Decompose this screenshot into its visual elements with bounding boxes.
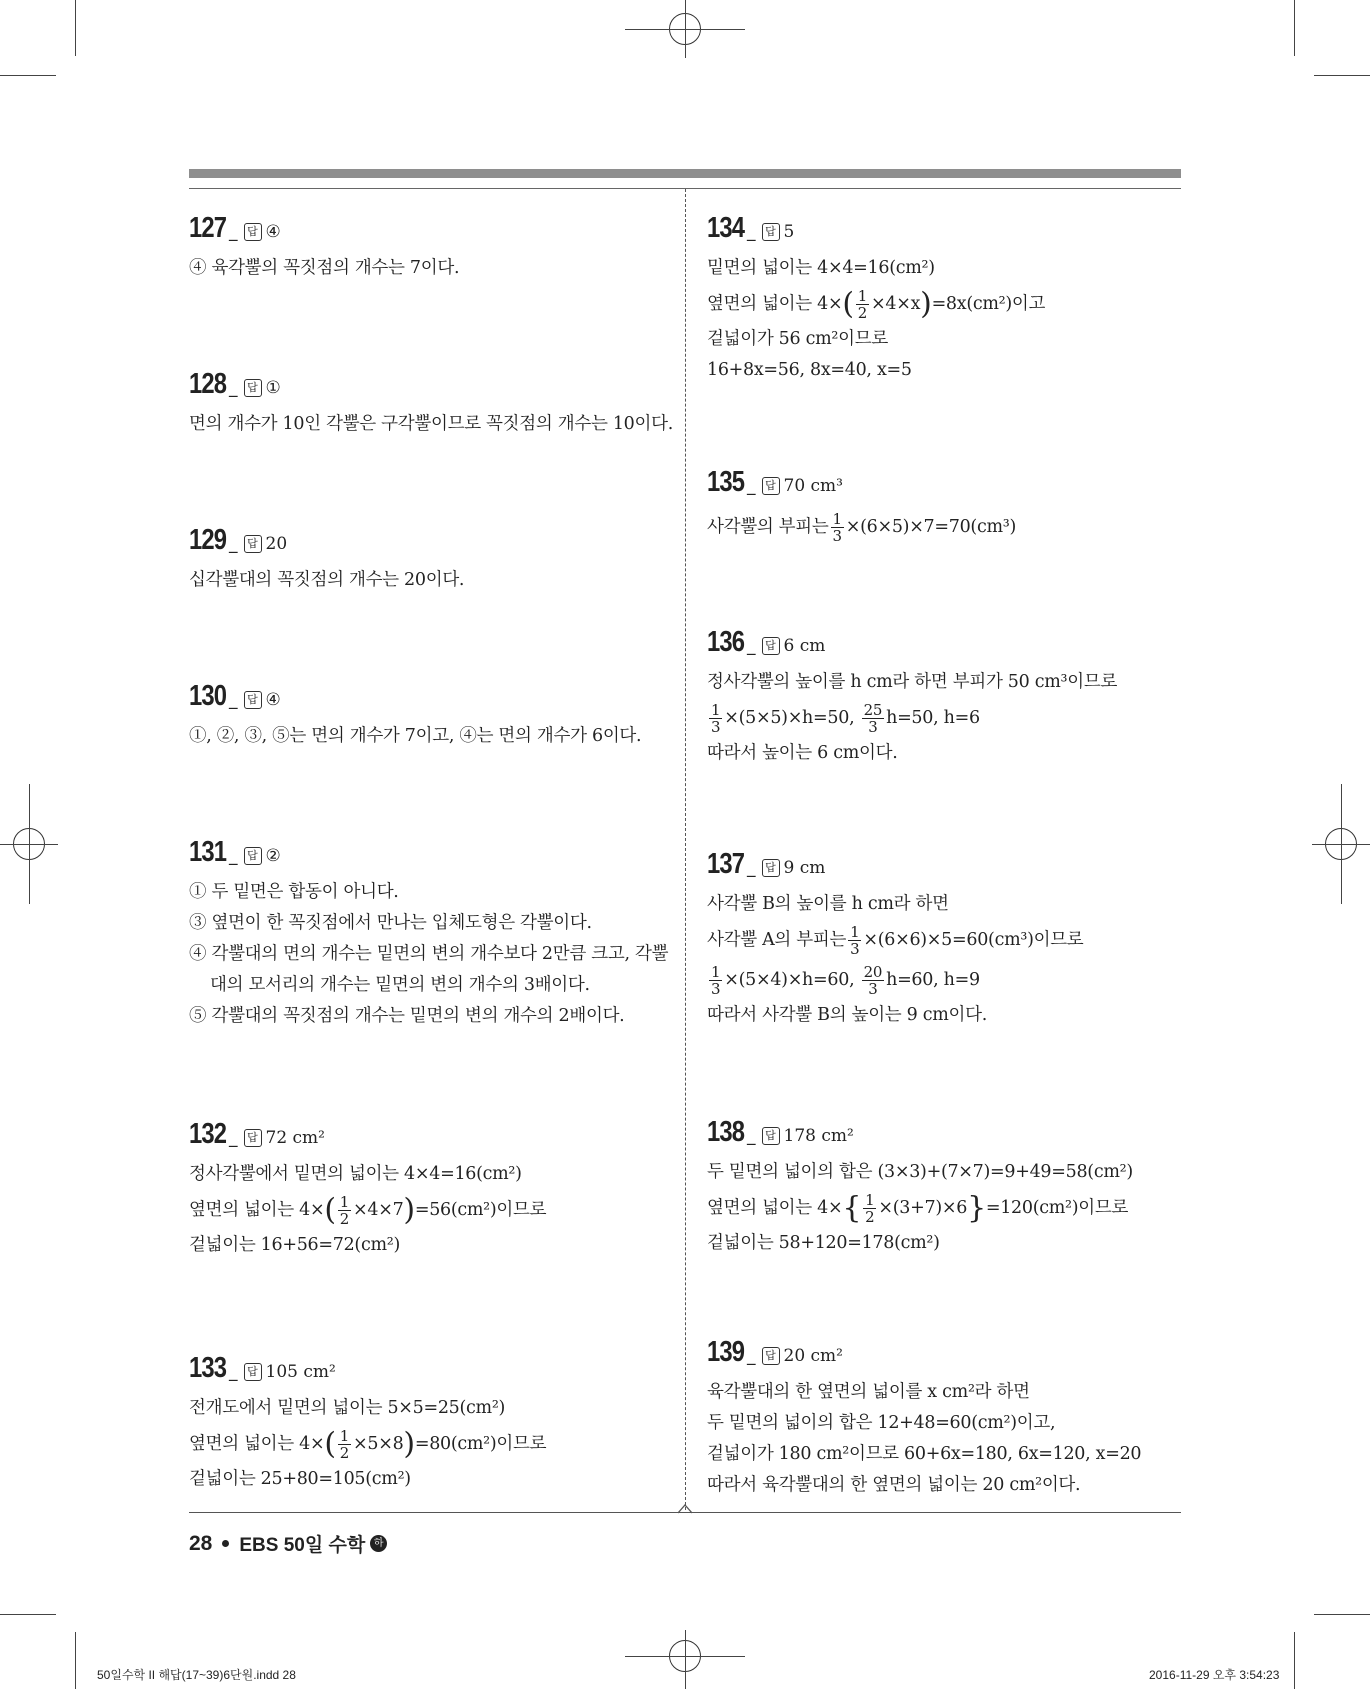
answer: 178 cm² xyxy=(783,1126,854,1146)
fraction xyxy=(831,511,844,544)
solution-line: ①, ②, ③, ⑤는 면의 개수가 7이고, ④는 면의 개수가 6이다. xyxy=(189,726,642,746)
text: ×(5×5)×h=50, xyxy=(724,708,855,728)
solution-line: 겉넓이는 58+120=178(cm²) xyxy=(707,1233,940,1253)
solution-line: 대의 모서리의 개수는 밑면의 변의 개수의 3배이다. xyxy=(210,975,590,995)
problem-136: 136 _ 답 6 cm 정사각뿔의 높이를 h cm라 하면 부피가 50 cm³이므로 $\frac{1}{3}$ ×(5×5)×h=50, $\frac{25}{3}$ h=50, h=6 따라서 높이는 6 cm이다. xyxy=(707,626,1192,769)
denominator: 2 xyxy=(339,1210,350,1228)
answer-tag: 답 xyxy=(244,535,262,553)
answer: ① xyxy=(265,378,281,398)
numerator: 1 xyxy=(832,510,842,528)
brace: { xyxy=(842,1190,862,1226)
text: h=50, h=6 xyxy=(886,708,980,728)
page-number: 28 xyxy=(189,1531,213,1555)
problem-number: 137 xyxy=(707,848,745,880)
denominator: 2 xyxy=(865,1208,875,1226)
crop-mark xyxy=(75,1632,76,1689)
problem-number: 132 xyxy=(189,1118,227,1150)
solution-line: 두 밑면의 넓이의 합은 12+48=60(cm²)이고, xyxy=(707,1413,1056,1433)
problem-137: 137 _ 답 9 cm 사각뿔 B의 높이를 h cm라 하면 사각뿔 A의 부피는 $\frac{1}{3}$ ×(6×6)×5=60(cm³)이므로 $\frac{1}{3}$ ×(5×4)×h=60, $\frac{20}{3}$ h=60, h=9 따라서 사각뿔 B의 높이는 9 cm이다. xyxy=(707,848,1192,1031)
problem-number: 131 xyxy=(189,836,227,868)
solution-line: 밑면의 넓이는 4×4=16(cm²) xyxy=(707,258,935,278)
denominator: 2 xyxy=(339,1444,350,1462)
problem-139: 139 _ 답 20 cm² 육각뿔대의 한 옆면의 넓이를 x cm²라 하면 두 밑면의 넓이의 합은 12+48=60(cm²)이고, 겉넓이가 180 cm²이므로 60+6x=180, 6x=120, x=20 따라서 육각뿔대의 한 옆면의 넓이는 20 cm²이다. xyxy=(707,1336,1192,1501)
numerator: 1 xyxy=(339,1427,350,1445)
solution-line: 육각뿔대의 한 옆면의 넓이를 x cm²라 하면 xyxy=(707,1382,1030,1402)
solution-line xyxy=(189,1424,674,1464)
numerator: 1 xyxy=(865,1191,875,1209)
answer: 72 cm² xyxy=(265,1128,325,1148)
denominator: 3 xyxy=(711,980,721,998)
problem-number: 130 xyxy=(189,680,227,712)
answer-tag: 답 xyxy=(762,477,780,495)
problem-134: 134 _ 답 5 밑면의 넓이는 4×4=16(cm²) 옆면의 넓이는 4×( $\frac{1}{2}$ ×4×x)=8x(cm²)이고 겉넓이가 56 cm²이므로 16+8x=56, 8x=40, x=5 xyxy=(707,212,1192,386)
numerator: 1 xyxy=(857,287,868,305)
solution-line xyxy=(189,1190,674,1230)
answer-tag: 답 xyxy=(244,847,262,865)
registration-line xyxy=(1341,784,1342,904)
answer-tag: 답 xyxy=(762,859,780,877)
text: ×5×8 xyxy=(353,1434,404,1454)
answer: ④ xyxy=(265,222,281,242)
text: =120(cm²)이므로 xyxy=(985,1198,1129,1218)
text: 사각뿔의 부피는 xyxy=(707,517,829,537)
solution-line: 사각뿔 B의 높이를 h cm라 하면 xyxy=(707,894,949,914)
text: =56(cm²)이므로 xyxy=(414,1200,547,1220)
answer: 105 cm² xyxy=(265,1362,336,1382)
denominator: 3 xyxy=(850,940,860,958)
book-title: EBS 50일 수학 xyxy=(239,1535,366,1556)
column-divider xyxy=(685,189,686,1510)
solution-line: 겉넓이가 180 cm²이므로 60+6x=180, 6x=120, x=20 xyxy=(707,1444,1142,1464)
answer-tag: 답 xyxy=(762,637,780,655)
problem-number: 138 xyxy=(707,1116,745,1148)
text: ×(5×4)×h=60, xyxy=(724,970,855,990)
fraction xyxy=(709,702,722,735)
paren: ( xyxy=(324,1192,336,1228)
fraction xyxy=(338,1194,351,1227)
bullet-icon xyxy=(222,1540,229,1547)
solution-line xyxy=(707,507,1192,547)
brace: } xyxy=(967,1190,986,1226)
paren: ) xyxy=(403,1192,415,1228)
text: ×(3+7)×6 xyxy=(878,1198,968,1218)
solution-line: ① 두 밑면은 합동이 아니다. xyxy=(189,882,399,902)
fraction xyxy=(848,924,861,957)
problem-number: 133 xyxy=(189,1352,227,1384)
crop-mark xyxy=(0,75,56,76)
numerator: 1 xyxy=(850,923,860,941)
numerator: 20 xyxy=(863,963,883,981)
numerator: 1 xyxy=(339,1193,350,1211)
answer-tag: 답 xyxy=(762,223,780,241)
solution-line: 겉넓이는 16+56=72(cm²) xyxy=(189,1235,400,1255)
denominator: 3 xyxy=(832,527,842,545)
problem-138: 138 _ 답 178 cm² 두 밑면의 넓이의 합은 (3×3)+(7×7)=9+49=58(cm²) 옆면의 넓이는 4×{ $\frac{1}{2}$ ×(3+7)×6}=120(cm²)이므로 겉넓이는 58+120=178(cm²) xyxy=(707,1116,1192,1259)
crop-mark xyxy=(1314,1614,1370,1615)
answer-tag: 답 xyxy=(244,1363,262,1381)
answer: 5 xyxy=(783,222,795,242)
registration-line xyxy=(685,1630,686,1689)
solution-line: ④ 각뿔대의 면의 개수는 밑면의 변의 개수보다 2만큼 크고, 각뿔 xyxy=(189,944,669,964)
crop-mark xyxy=(1314,75,1370,76)
solution-line: 겉넓이는 25+80=105(cm²) xyxy=(189,1469,411,1489)
answer-tag: 답 xyxy=(244,1129,262,1147)
denominator: 3 xyxy=(868,980,878,998)
divider-notch xyxy=(678,1503,692,1517)
registration-line xyxy=(685,0,686,58)
solution-line: 전개도에서 밑면의 넓이는 5×5=25(cm²) xyxy=(189,1398,506,1418)
numerator: 25 xyxy=(863,701,883,719)
crop-mark xyxy=(75,0,76,56)
answer: ④ xyxy=(265,690,281,710)
denominator: 3 xyxy=(711,718,721,736)
denominator: 2 xyxy=(857,304,868,322)
numerator: 1 xyxy=(711,701,721,719)
solution-line: 따라서 높이는 6 cm이다. xyxy=(707,743,898,763)
answer: 20 cm² xyxy=(783,1346,843,1366)
page-footer xyxy=(189,1530,387,1557)
fraction xyxy=(709,964,722,997)
answer: 70 cm³ xyxy=(783,476,843,496)
answer: 6 cm xyxy=(783,636,826,656)
solution-line: 십각뿔대의 꼭짓점의 개수는 20이다. xyxy=(189,570,465,590)
fraction xyxy=(862,964,885,997)
solution-line: 면의 개수가 10인 각뿔은 구각뿔이므로 꼭짓점의 개수는 10이다. xyxy=(189,414,673,434)
solution-line xyxy=(707,698,1192,738)
text: h=60, h=9 xyxy=(886,970,980,990)
text: ×(6×6)×5=60(cm³)이므로 xyxy=(863,930,1084,950)
solution-line: ③ 옆면이 한 꼭짓점에서 만나는 입체도형은 각뿔이다. xyxy=(189,913,592,933)
fraction xyxy=(338,1428,351,1461)
solution-line: ⑤ 각뿔대의 꼭짓점의 개수는 밑면의 변의 개수의 2배이다. xyxy=(189,1006,625,1026)
solution-line: 겉넓이가 56 cm²이므로 xyxy=(707,329,888,349)
text: 옆면의 넓이는 4× xyxy=(189,1200,325,1220)
text: 사각뿔 A의 부피는 xyxy=(707,930,847,950)
registration-line xyxy=(29,784,30,904)
text: ×4×7 xyxy=(353,1200,404,1220)
slug-file: 50일수학 II 해답(17~39)6단원.indd 28 xyxy=(97,1668,296,1682)
solution-line: 따라서 육각뿔대의 한 옆면의 넓이는 20 cm²이다. xyxy=(707,1475,1081,1495)
solution-line: 따라서 사각뿔 B의 높이는 9 cm이다. xyxy=(707,1005,988,1025)
crop-mark xyxy=(0,1614,56,1615)
crop-mark xyxy=(1294,0,1295,56)
solution-line: 정사각뿔의 높이를 h cm라 하면 부피가 50 cm³이므로 xyxy=(707,672,1118,692)
problem-number: 127 xyxy=(189,212,227,244)
problem-number: 129 xyxy=(189,524,227,556)
solution-line: 16+8x=56, 8x=40, x=5 xyxy=(707,360,912,380)
paren: ) xyxy=(920,286,932,322)
text: ×(6×5)×7=70(cm³) xyxy=(845,517,1016,537)
header-bar xyxy=(189,169,1181,178)
fraction xyxy=(862,702,885,735)
paren: ) xyxy=(403,1426,415,1462)
answer-tag: 답 xyxy=(244,379,262,397)
problem-number: 128 xyxy=(189,368,227,400)
answer-tag: 답 xyxy=(762,1347,780,1365)
problem-129: 129 _ 답 20 십각뿔대의 꼭짓점의 개수는 20이다. xyxy=(189,524,674,596)
solution-line: 두 밑면의 넓이의 합은 (3×3)+(7×7)=9+49=58(cm²) xyxy=(707,1162,1133,1182)
problem-132: 132 _ 답 72 cm² 정사각뿔에서 밑면의 넓이는 4×4=16(cm²) 옆면의 넓이는 4×( $\frac{1}{2}$ ×4×7)=56(cm²)이므로 겉넓이는 16+56=72(cm²) xyxy=(189,1118,674,1261)
text: =80(cm²)이므로 xyxy=(414,1434,547,1454)
solution-line: ④ 육각뿔의 꼭짓점의 개수는 7이다. xyxy=(189,258,460,278)
denominator: 3 xyxy=(868,718,878,736)
text: ×4×x xyxy=(871,294,921,314)
problem-number: 139 xyxy=(707,1336,745,1368)
solution-line xyxy=(707,920,1192,960)
answer-tag: 답 xyxy=(244,223,262,241)
text: 옆면의 넓이는 4× xyxy=(189,1434,325,1454)
problem-number: 135 xyxy=(707,466,745,498)
solution-line xyxy=(707,284,1192,324)
problem-130: 130 _ 답 ④ ①, ②, ③, ⑤는 면의 개수가 7이고, ④는 면의 개수가 6이다. xyxy=(189,680,674,752)
problem-128: 128 _ 답 ① 면의 개수가 10인 각뿔은 구각뿔이므로 꼭짓점의 개수는 10이다. xyxy=(189,368,674,440)
paren: ( xyxy=(324,1426,336,1462)
problem-133: 133 _ 답 105 cm² 전개도에서 밑면의 넓이는 5×5=25(cm²) 옆면의 넓이는 4×( $\frac{1}{2}$ ×5×8)=80(cm²)이므로 겉넓이는 25+80=105(cm²) xyxy=(189,1352,674,1495)
problem-127: 127 _ 답 ④ ④ 육각뿔의 꼭짓점의 개수는 7이다. xyxy=(189,212,674,284)
answer: ② xyxy=(265,846,281,866)
paren: ( xyxy=(842,286,854,322)
solution-line: 정사각뿔에서 밑면의 넓이는 4×4=16(cm²) xyxy=(189,1164,522,1184)
fraction xyxy=(863,1192,876,1225)
problem-131: 131 _ 답 ② ① 두 밑면은 합동이 아니다. ③ 옆면이 한 꼭짓점에서 만나는 입체도형은 각뿔이다. ④ 각뿔대의 면의 개수는 밑면의 변의 개수보다 2만큼 크고, 각뿔 대의 모서리의 개수는 밑면의 변의 개수의 3배이다. ⑤ 각뿔대의 꼭짓점의 개수는 밑면의 변의 개수의 2배이다. xyxy=(189,836,674,1032)
solution-line xyxy=(707,1188,1192,1228)
solution-line xyxy=(707,960,1192,1000)
fraction xyxy=(856,288,869,321)
problem-135: 135 _ 답 70 cm³ 사각뿔의 부피는 $\frac{1}{3}$ ×(6×5)×7=70(cm³) xyxy=(707,466,1192,547)
answer: 9 cm xyxy=(783,858,826,878)
crop-mark xyxy=(1294,1632,1295,1689)
slug-date: 2016-11-29 오후 3:54:23 xyxy=(1149,1668,1280,1682)
text: 옆면의 넓이는 4× xyxy=(707,1198,843,1218)
text: 옆면의 넓이는 4× xyxy=(707,294,843,314)
volume-badge: 하 xyxy=(370,1535,387,1552)
numerator: 1 xyxy=(711,963,721,981)
problem-number: 136 xyxy=(707,626,745,658)
text: =8x(cm²)이고 xyxy=(931,294,1046,314)
problem-number: 134 xyxy=(707,212,745,244)
answer-tag: 답 xyxy=(762,1127,780,1145)
answer-tag: 답 xyxy=(244,691,262,709)
answer: 20 xyxy=(265,534,288,554)
